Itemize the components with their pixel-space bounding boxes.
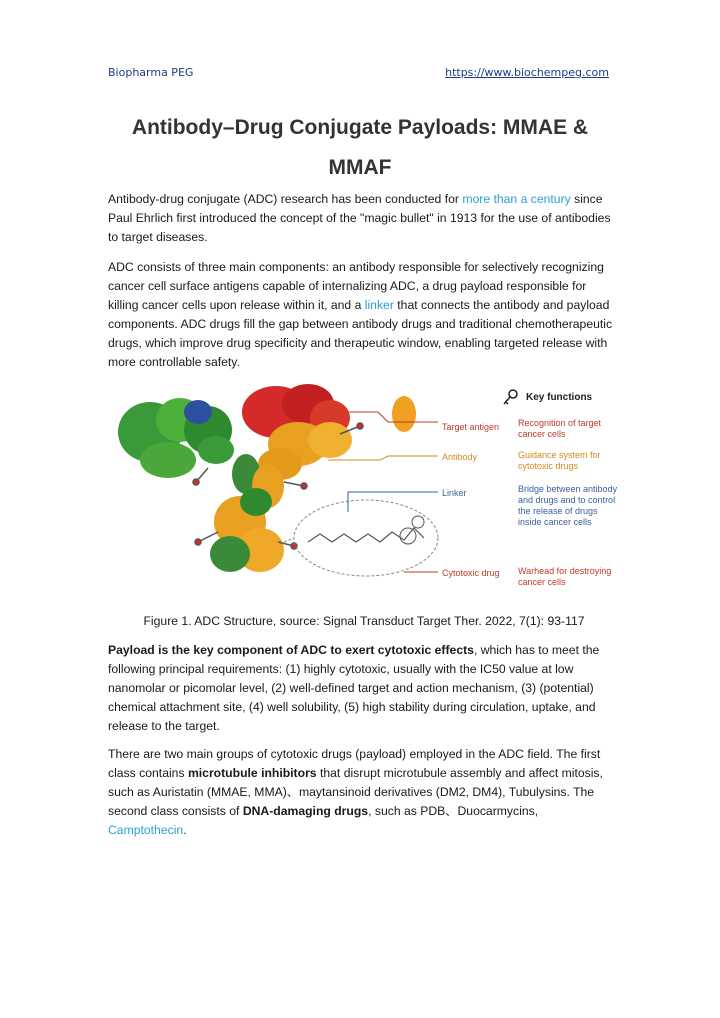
intro-text-2: since Paul Ehrlich first introduced the concept of the "magic bullet" in 1913 for the use of antibodies to target diseases. <box>108 192 611 244</box>
adc-structure-figure <box>108 382 628 598</box>
payload-paragraph <box>108 641 620 736</box>
label-antibody: Antibody <box>442 452 478 462</box>
classes-text-2: that disrupt microtubule assembly and affect mitosis, such as Auristatin (MMAE, MMA)、maytansinoid derivatives (DM2, DM4), Tubulysins. The second class consists of <box>108 766 603 818</box>
header-site-name: Biopharma PEG <box>108 66 194 79</box>
intro-text-1: Antibody-drug conjugate (ADC) research has been conducted for <box>108 192 463 206</box>
function-antigen-line1: Recognition of target <box>518 418 602 428</box>
function-drug-line2: cancer cells <box>518 577 566 587</box>
label-target-antigen: Target antigen <box>442 422 500 432</box>
key-icon <box>504 390 517 404</box>
dna-damaging-drugs-bold: DNA-damaging drugs <box>242 804 369 818</box>
classes-text-3: , such as PDB、Duocarmycins, <box>368 804 539 818</box>
drug-classes-paragraph <box>108 745 620 840</box>
components-paragraph <box>108 258 620 372</box>
components-text-2: that connects the antibody and payload components. ADC drugs fill the gap between antibody drugs and traditional chemotherapeutic drugs, which improve drug specificity and therapeutic window, enabling targeted release with more controllable safety. <box>108 298 613 369</box>
microtubule-inhibitors-bold: microtubule inhibitors <box>187 766 317 780</box>
intro-paragraph <box>108 190 620 247</box>
payload-bold-lead: Payload is the key component of ADC to exert cytotoxic effects <box>108 643 474 657</box>
function-linker-line4: inside cancer cells <box>518 517 592 527</box>
function-linker-line3: the release of drugs <box>518 506 598 516</box>
title-line-1: Antibody–Drug Conjugate Payloads: MMAE & <box>131 116 589 139</box>
figure-caption: Figure 1. ADC Structure, source: Signal Transduct Target Ther. 2022, 7(1): 93-117 <box>143 614 585 628</box>
label-cytotoxic-drug: Cytotoxic drug <box>442 568 500 578</box>
antibody-green-lobes <box>118 398 234 478</box>
function-drug-line1: Warhead for destroying <box>518 566 612 576</box>
classes-text-4: . <box>183 823 187 837</box>
label-linker: Linker <box>442 488 467 498</box>
title-line-2: MMAF <box>328 156 392 179</box>
classes-text-1: There are two main groups of cytotoxic drugs (payload) employed in the ADC field. The first class contains <box>108 747 601 780</box>
key-functions-heading: Key functions <box>526 392 593 403</box>
function-antigen-line2: cancer cells <box>518 429 566 439</box>
payload-text: , which has to meet the following principal requirements: (1) highly cytotoxic, usually with the IC50 value at low nanomolar or picomolar level, (2) well-defined target and action mechanism, (3) (potential) chemical attachment site, (4) well solubility, (5) high stability during circulation, uptake, and release to the target. <box>108 643 600 733</box>
function-linker-line1: Bridge between antibody <box>518 484 618 494</box>
page-title <box>108 108 612 188</box>
components-text-1: ADC consists of three main components: an antibody responsible for selectively recognizing cancer cell surface antigens capable of internalizing ADC, a drug payload responsible for killing cancer cells upon release within it, and a <box>108 260 604 312</box>
function-linker-line2: and drugs and to control <box>518 495 616 505</box>
header-url-link[interactable]: https://www.biochempeg.com <box>445 66 609 79</box>
more-than-a-century-link[interactable]: more than a century <box>462 192 571 206</box>
function-antibody-line2: cytotoxic drugs <box>518 461 579 471</box>
linker-link[interactable]: linker <box>364 298 394 312</box>
function-antibody-line1: Guidance system for <box>518 450 601 460</box>
zoom-inset <box>284 500 438 576</box>
camptothecin-link[interactable]: Camptothecin <box>108 823 184 837</box>
